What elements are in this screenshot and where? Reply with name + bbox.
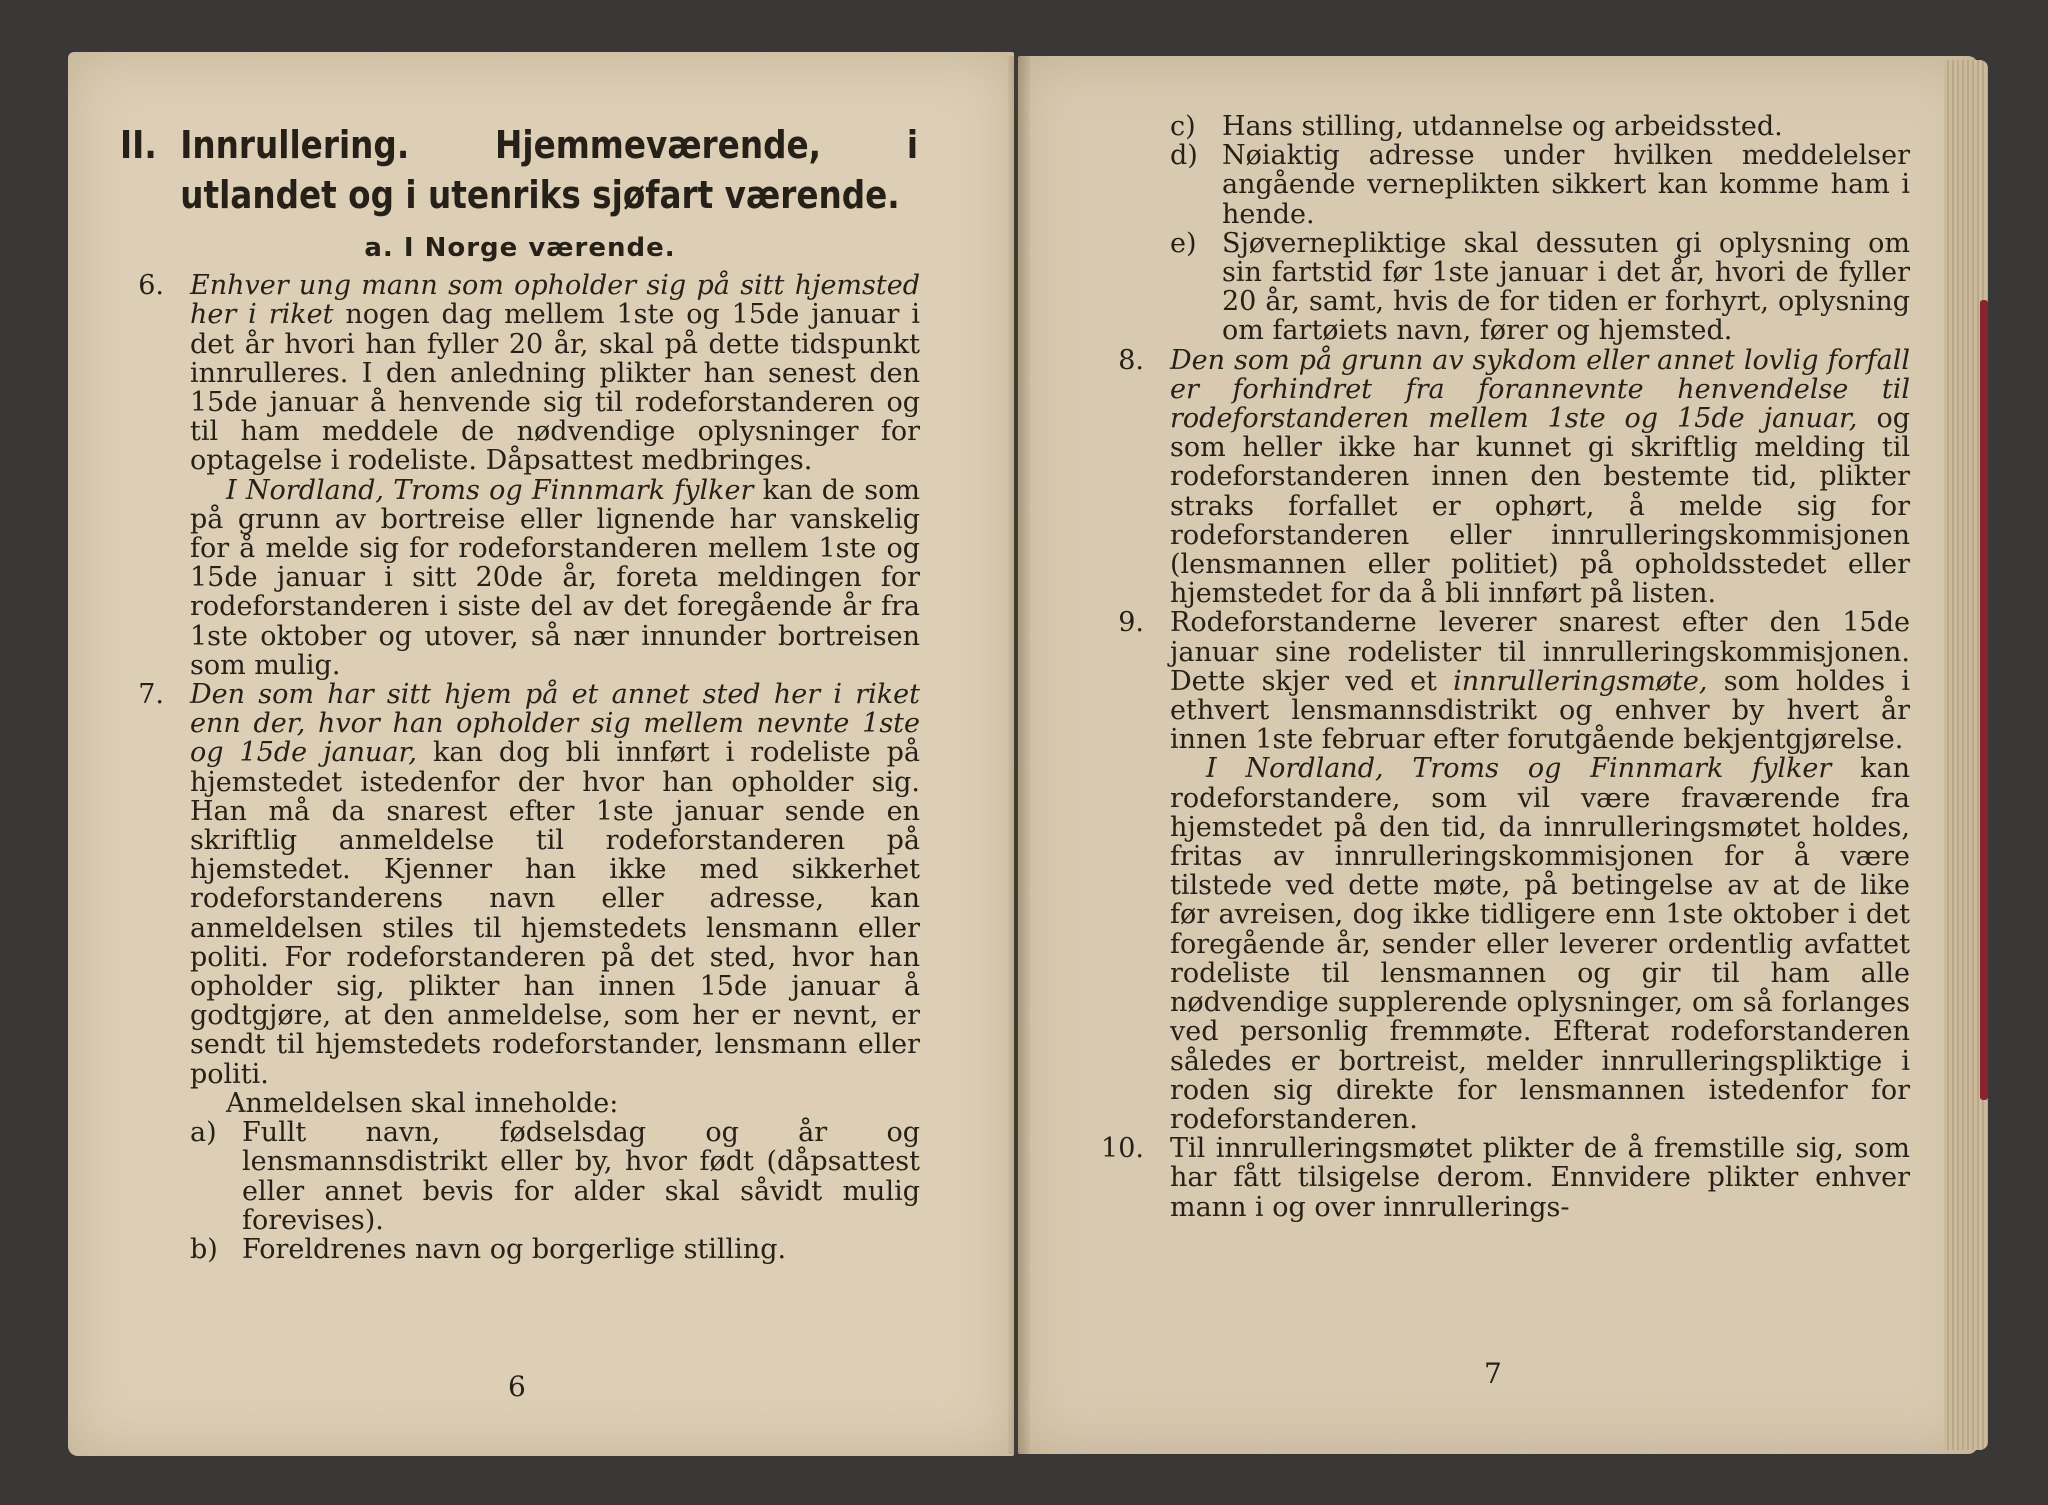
paragraph-number: 6. xyxy=(138,270,164,302)
paragraph-italic: I Nordland, Troms og Finnmark fylker xyxy=(1206,753,1832,785)
right-column xyxy=(1100,112,1910,1222)
contents-intro: Anmeldelsen skal inneholde: xyxy=(226,1087,619,1119)
page-number-left: 6 xyxy=(508,1370,526,1403)
paragraph-text: Rodeforstanderne leverer snarest efter den 15de januar sine rodelister til innrulleringskommisjonen. Dette skjer ved et xyxy=(1170,607,1910,697)
item-list-left xyxy=(120,1118,920,1264)
paragraph-text: kan dog bli innført i rodeliste på hjemstedet istedenfor der hvor han opholder sig. Han må da snarest efter 1ste januar sende en skriftlig anmeldelse til rodeforstanderen på hjemstedet. Kjenner han ikke med sikkerhet rodeforstanderens navn eller adresse, kan anmeldelsen stiles til hjemstedets lensmann eller politi. For rodeforstanderen på det sted, hvor han opholder sig, plikter han innen 15de januar å godtgjøre, at den anmeldelse, som her er nevnt, er sendt til hjemstedets rodeforstander, lensmann eller politi. xyxy=(190,737,920,1090)
paragraph-italic: Den som på grunn av sykdom eller annet lovlig forfall er forhindret fra forannevnte henvendelse til rodeforstanderen mellem 1ste og 15de januar, xyxy=(1170,344,1910,435)
list-text: Hans stilling, utdannelse og arbeidssted. xyxy=(1222,111,1783,142)
list-item-a xyxy=(190,1118,920,1235)
paragraph-text: nogen dag mellem 1ste og 15de januar i det år hvori han fyller 20 år, skal på dette tidspunkt innrulleres. I den anledning plikter han senest den 15de januar å henvende sig til rodeforstanderen og til ham meddele de nødvendige oplysninger for optagelse i rodeliste. Dåpsattest medbringes. xyxy=(190,299,920,477)
paragraph-number: 7. xyxy=(138,679,164,711)
paragraph-text: kan rodeforstandere, som vil være fraværende fra hjemstedet på den tid, da innrulleringsmøtet holdes, fritas av innrulleringskommisjonen for å være tilstede ved dette møte, på betingelse av at de like før avreisen, dog ikke tidligere enn 1ste oktober i det foregående år, sender eller leverer ordentlig avfattet rodeliste til lensmannen og gir til ham alle nødvendige supplerende oplysninger, om så forlanges ved personlig fremmøte. Efterat rodeforstanderen således er bortreist, melder innrulleringspliktige i roden sig direkte for lensmannen istedenfor for rodeforstanderen. xyxy=(1170,753,1910,1135)
paragraph-8 xyxy=(1100,346,1910,609)
paragraph-6b xyxy=(120,476,920,680)
list-label: e) xyxy=(1170,227,1197,259)
paragraph-9 xyxy=(1100,608,1910,754)
paragraph-number: 9. xyxy=(1118,607,1144,639)
chapter-heading xyxy=(120,120,918,220)
list-label: a) xyxy=(190,1117,217,1149)
list-text: Foreldrenes navn og borgerlige stilling. xyxy=(242,1233,787,1265)
section-subheading: a. I Norge værende. xyxy=(364,233,676,263)
list-text: Nøiaktig adresse under hvilken meddelelser angående verneplikten sikkert kan komme ham i hende. xyxy=(1222,140,1910,230)
paragraph-number: 10. xyxy=(1101,1133,1144,1165)
item-list-right xyxy=(1100,112,1910,346)
chapter-title: Innrullering. Hjemmeværende, i utlandet og i utenriks sjøfart værende. xyxy=(180,123,919,217)
paragraph-number: 8. xyxy=(1118,344,1144,376)
paragraph-text: og som heller ikke har kunnet gi skriftlig melding til rodeforstanderen innen den bestemte tid, plikter straks forfallet er ophørt, å melde sig for rodeforstanderen eller innrulleringskommisjonen (lensmannen eller politiet) på opholdsstedet eller hjemstedet for da å bli innført på listen. xyxy=(1170,403,1910,610)
paragraph-italic: Enhver ung mann som opholder sig på sitt hjemsted her i riket xyxy=(190,270,920,331)
list-item-b xyxy=(190,1235,920,1264)
book-gutter xyxy=(1008,56,1030,1454)
list-text: Fullt navn, fødselsdag og år og lensmannsdistrikt eller by, hvor født (dåpsattest eller annet bevis for alder skal såvidt mulig forevises). xyxy=(242,1117,920,1236)
list-label: c) xyxy=(1170,111,1196,142)
left-column xyxy=(120,120,920,1264)
paragraph-text: kan de som på grunn av bortreise eller lignende har vanskelig for å melde sig for rodeforstanderen mellem 1ste og 15de januar i sitt 20de år, foreta meldingen for rodeforstanderen i siste del av det foregående år fra 1ste oktober og utover, så nær innunder bortreisen som mulig. xyxy=(190,474,920,681)
paragraph-text: Til innrulleringsmøtet plikter de å fremstille sig, som har fått tilsigelse derom. Ennvidere plikter enhver mann i og over innrullerings- xyxy=(1170,1133,1910,1223)
list-label: b) xyxy=(190,1233,218,1265)
chapter-number: II. xyxy=(120,123,157,167)
paragraph-italic: innrulleringsmøte, xyxy=(1453,665,1708,697)
list-item-e xyxy=(1170,229,1910,346)
list-item-c xyxy=(1170,112,1910,141)
paragraph-9b xyxy=(1100,754,1910,1134)
paragraph-7 xyxy=(120,680,920,1089)
list-label: d) xyxy=(1170,140,1198,172)
paragraph-italic: I Nordland, Troms og Finnmark fylker xyxy=(226,474,754,506)
paragraph-italic: Den som har sitt hjem på et annet sted her i riket enn der, hvor han opholder sig mellem nevnte 1ste og 15de januar, xyxy=(190,679,920,769)
list-text: Sjøvernepliktige skal dessuten gi oplysning om sin fartstid før 1ste januar i det år, hvori de fyller 20 år, samt, hvis de for tiden er forhyrt, oplysning om fartøiets navn, fører og hjemsted. xyxy=(1222,227,1910,347)
list-item-d xyxy=(1170,141,1910,229)
paragraph-10 xyxy=(1100,1134,1910,1222)
paragraph-6 xyxy=(120,271,920,475)
cover-edge xyxy=(1980,300,1988,1100)
page-number-right: 7 xyxy=(1484,1357,1502,1390)
paragraph-text: som holdes i ethvert lensmannsdistrikt og enhver by hvert år innen 1ste februar efter forutgående bekjentgjørelse. xyxy=(1170,665,1911,756)
